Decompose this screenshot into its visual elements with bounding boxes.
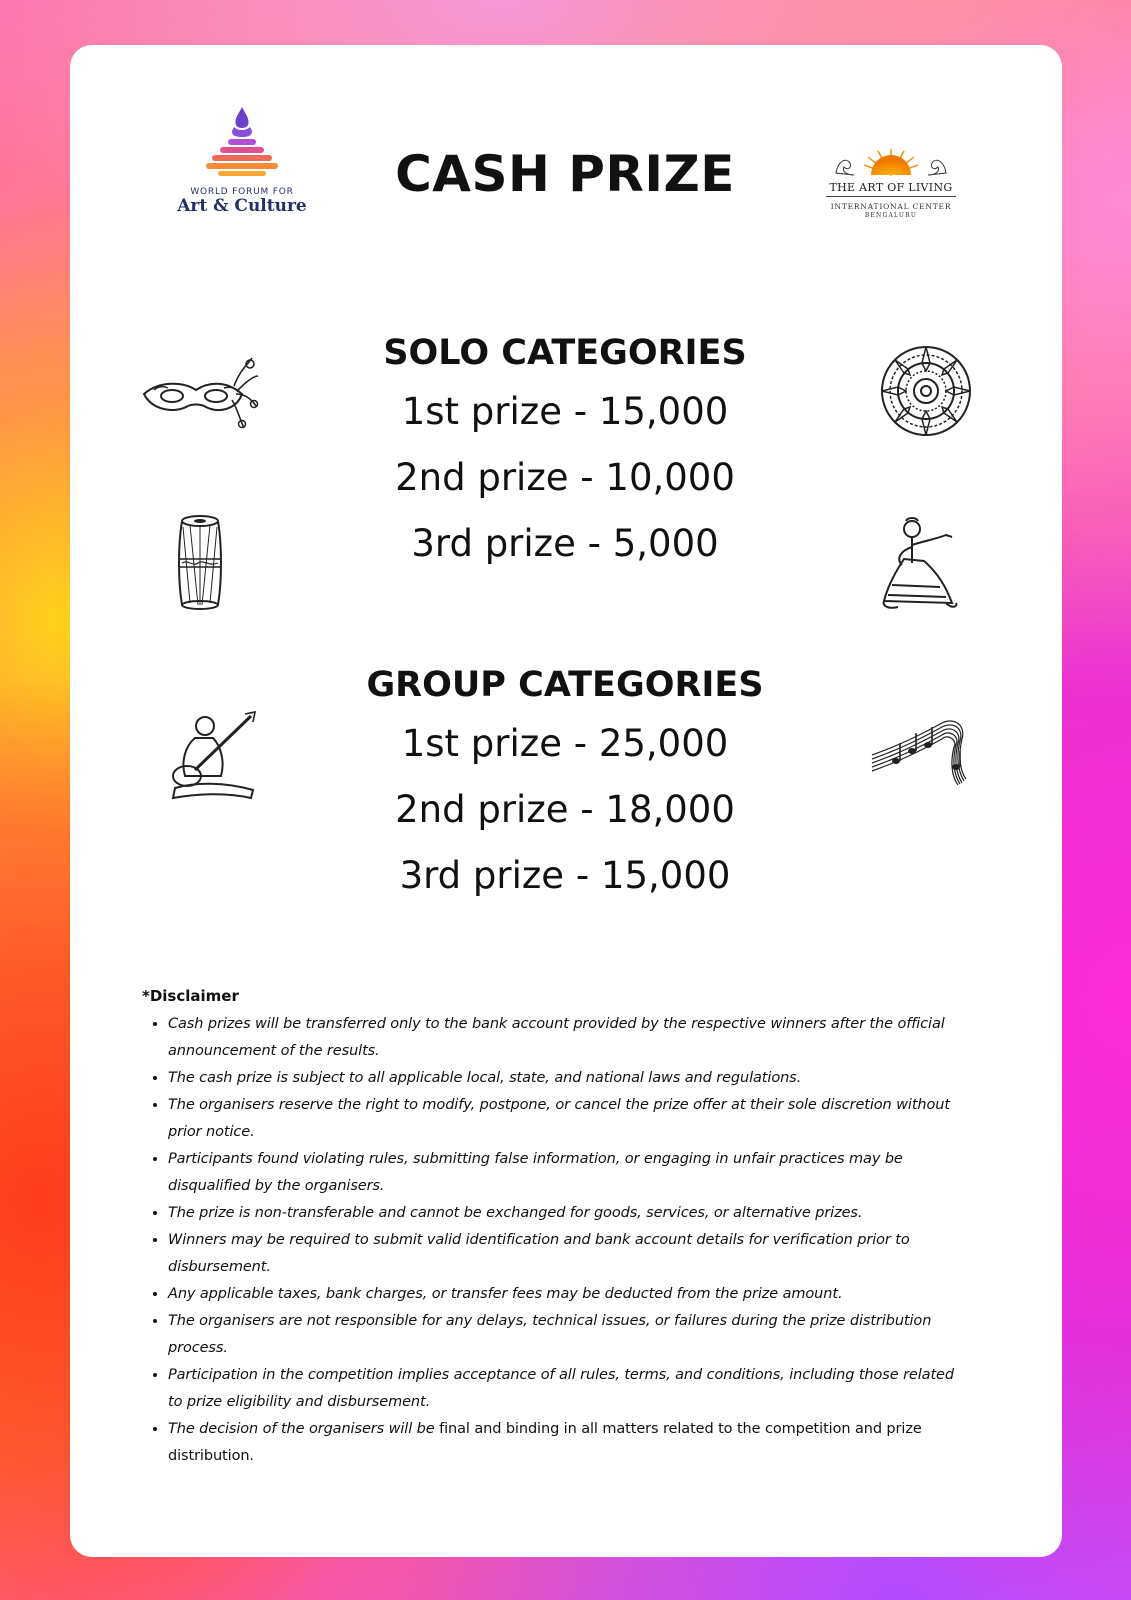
group-prize-2: 2nd prize - 18,000 (395, 788, 735, 831)
disclaimer-title: *Disclaimer (142, 987, 239, 1005)
art-of-living-logo (826, 145, 956, 225)
logo-right-line2: INTERNATIONAL CENTER (830, 202, 952, 211)
carnival-mask-icon (140, 350, 260, 432)
disclaimer-item: • Cash prizes will be transferred only to the bank account provided by the respective winners after the official announcement of the results. (168, 1011, 962, 1065)
disclaimer-item: • Participation in the competition implies acceptance of all rules, terms, and conditions, including those related to prize eligibility and disbursement. (168, 1362, 962, 1416)
disclaimer-item: • The organisers are not responsible for any delays, technical issues, or failures during the prize distribution process. (168, 1308, 962, 1362)
stupa-logo-icon (194, 105, 290, 185)
disclaimer-item: • The organisers reserve the right to modify, postpone, or cancel the prize offer at their sole discretion without prior notice. (168, 1092, 962, 1146)
logo-left-line1: WORLD FORUM FOR (190, 187, 294, 197)
solo-categories-section (320, 327, 810, 577)
mandala-icon (880, 345, 972, 437)
group-categories-section (320, 659, 810, 909)
disclaimer-item: • The prize is non-transferable and cannot be exchanged for goods, services, or alternative prizes. (168, 1200, 962, 1227)
disclaimer-item: • The cash prize is subject to all applicable local, state, and national laws and regulations. (168, 1065, 962, 1092)
disclaimer-item: • Winners may be required to submit valid identification and bank account details for verification prior to disbursement. (168, 1227, 962, 1281)
disclaimer (142, 987, 962, 1470)
solo-prize-2: 2nd prize - 10,000 (395, 456, 735, 499)
group-prize-1: 1st prize - 25,000 (401, 722, 729, 765)
group-prize-3: 3rd prize - 15,000 (399, 854, 731, 897)
sitar-player-icon (165, 710, 261, 806)
group-heading: GROUP CATEGORIES (366, 665, 764, 705)
logo-right-line3: BENGALURU (864, 212, 918, 219)
logo-right-line1: THE ART OF LIVING (826, 181, 956, 197)
solo-heading: SOLO CATEGORIES (383, 333, 747, 373)
content-card (70, 45, 1062, 1557)
dholak-drum-icon (178, 515, 222, 611)
solo-prize-1: 1st prize - 15,000 (401, 390, 729, 433)
classical-dancer-icon (880, 515, 960, 611)
world-forum-logo (172, 105, 312, 225)
music-notes-icon (870, 715, 970, 785)
disclaimer-last-upright: final and binding in all matters related to the competition and prize distribution. (168, 1421, 922, 1464)
disclaimer-item: • Participants found violating rules, submitting false information, or engaging in unfair practices may be disqualified by the organisers. (168, 1146, 962, 1200)
disclaimer-item-last (168, 1416, 962, 1470)
disclaimer-last-italic: The decision of the organisers will be (168, 1421, 435, 1437)
solo-prize-3: 3rd prize - 5,000 (411, 522, 719, 565)
disclaimer-list (142, 1011, 962, 1470)
logo-left-line2: Art & Culture (177, 196, 307, 216)
page-title: CASH PRIZE (395, 145, 735, 203)
sunrise-swans-icon (828, 145, 954, 177)
disclaimer-item: • Any applicable taxes, bank charges, or transfer fees may be deducted from the prize amount. (168, 1281, 962, 1308)
